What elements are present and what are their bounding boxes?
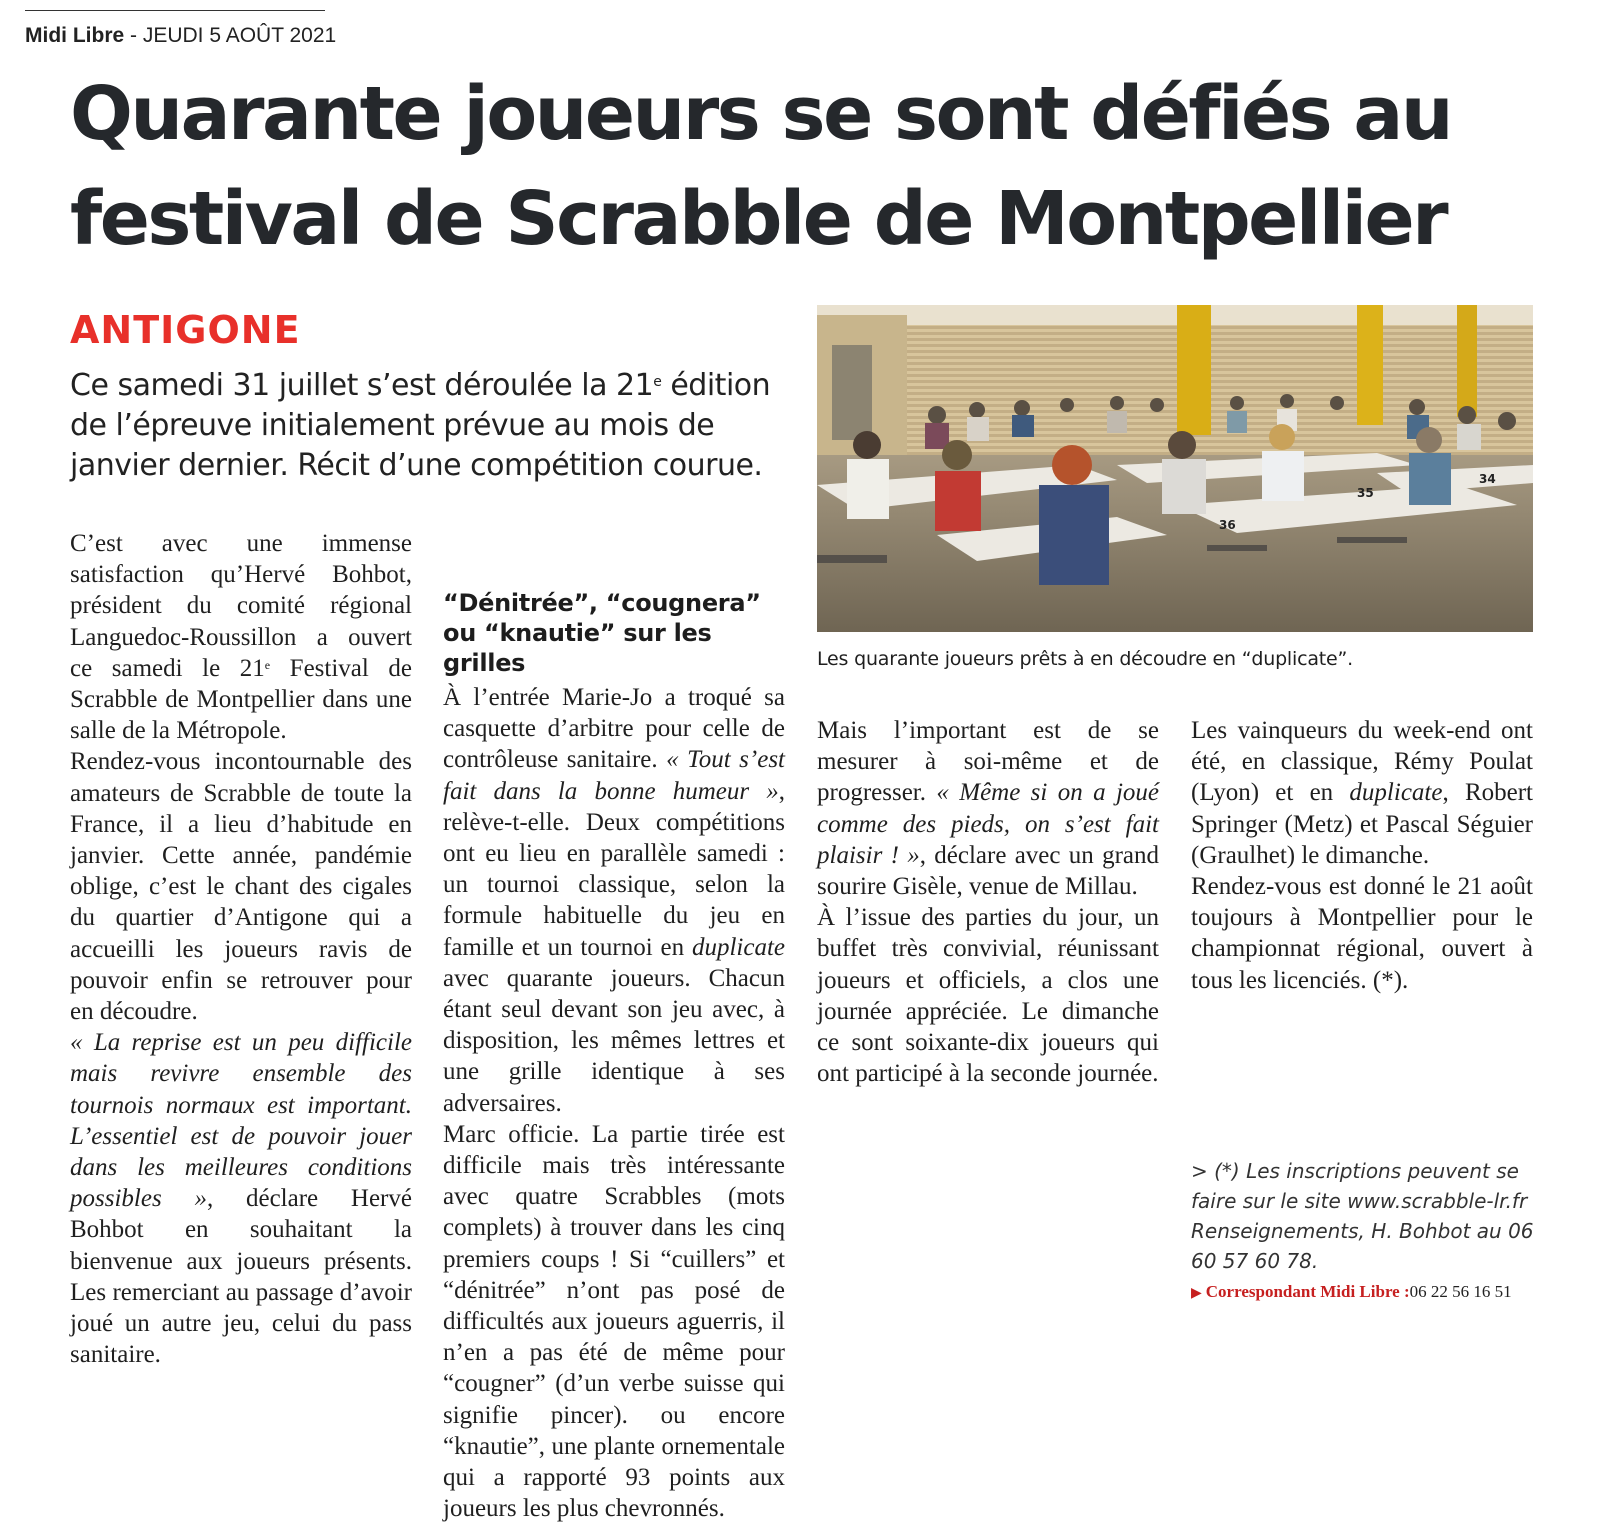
- p8-duplicate: duplicate: [1349, 779, 1443, 807]
- p9-text: Rendez-vous est donné le 21 août toujours à Montpellier pour le championnat régional, ouvert à tous les licenciés. (*).: [1191, 873, 1533, 994]
- quote-herve-bohbot: « La reprise est un peu difficile mais revivre ensemble des tournois normaux est important. L’essentiel est de pouvoir jouer dans les meilleures conditions possibles »: [70, 1029, 412, 1213]
- photo-illustration: [817, 305, 1533, 632]
- p4-duplicate: duplicate: [691, 933, 785, 961]
- p8-text-b: , Robert Springer (Metz) et Pascal Séguier (Graulhet) le dimanche.: [1191, 779, 1533, 869]
- p4-text-b: , relève-t-elle. Deux compétitions ont eu lieu en parallèle samedi : un tournoi classique, selon la formule habituelle du jeu en famille et un tournoi en: [443, 777, 785, 961]
- headline: [70, 62, 1570, 272]
- table-number-36: 36: [1219, 518, 1236, 532]
- p1-text-a: C’est avec une immense satisfaction qu’Hervé Bohbot, président du comité régional Languedoc-Roussillon a ouvert ce samedi le 21: [70, 530, 412, 682]
- article-column-4: [1191, 715, 1533, 1145]
- photo-pillar-1: [1177, 305, 1211, 435]
- body-paragraph-3: [70, 1027, 412, 1370]
- p6-text-b: , déclare avec un grand sourire Gisèle, venue de Millau.: [817, 841, 1160, 901]
- header-separator: -: [124, 24, 143, 47]
- photo-scrabble-players: [817, 305, 1533, 632]
- p1-text-b: Festival de Scrabble de Montpellier dans une salle de la Métropole.: [70, 654, 412, 745]
- issue-date: JEUDI 5 AOÛT 2021: [142, 24, 337, 47]
- p1-ordinal: e: [264, 657, 271, 672]
- p8-text-a: Les vainqueurs du week-end ont été, en classique, Rémy Poulat (Lyon) et en: [1191, 717, 1533, 807]
- body-paragraph-8: [1191, 715, 1533, 871]
- photo-pillar-3: [1457, 305, 1477, 417]
- lead-paragraph: [70, 366, 810, 486]
- photo-ceiling: [817, 305, 1533, 325]
- quote-marie-jo: « Tout s’est fait dans la bonne humeur »: [443, 746, 785, 805]
- correspondent-label: Correspondant Midi Libre :: [1205, 1282, 1410, 1301]
- body-paragraph-1: [70, 528, 412, 746]
- lead-text-1: Ce samedi 31 juillet s’est déroulée la 21: [70, 368, 654, 403]
- newspaper-name: Midi Libre: [25, 24, 125, 47]
- correspondent-phone: 06 22 56 16 51: [1409, 1282, 1512, 1301]
- body-paragraph-6: [817, 715, 1159, 902]
- p6-text-a: Mais l’important est de se mesurer à soi-même et de progresser.: [817, 717, 1159, 807]
- body-paragraph-7: [817, 902, 1159, 1089]
- p4-text-c: avec quarante joueurs. Chacun étant seul devant son jeu avec, à disposition, les mêmes lettres et une grille identique à ses adversaires.: [443, 964, 785, 1117]
- body-paragraph-9: [1191, 871, 1533, 996]
- photo-pillar-2: [1357, 305, 1383, 425]
- headline-line-1: Quarante joueurs se sont défiés au: [70, 71, 1452, 157]
- p4-text-a: À l’entrée Marie-Jo a troqué sa casquette d’arbitre pour celle de contrôleuse sanitaire.: [443, 684, 785, 774]
- p7-text: À l’issue des parties du jour, un buffet très convivial, réunissant joueurs et officiels, a clos une journée appréciée. Le dimanche ce sont soixante-dix joueurs qui ont participé à la seconde journée.: [817, 904, 1159, 1088]
- article-column-2: [443, 528, 785, 1523]
- p5-text: Marc officie. La partie tirée est difficile mais très intéressante avec quatre Scrabbles (mots complets) à trouver dans les cinq premiers coups ! Si “cuillers” et “dénitrée” n’ont pas posé de difficultés aux joueurs aguerris, il n’en a pas été de même pour “cougner” (d’un verbe suisse qui signifie pincer). ou encore “knautie”, une plante ornementale qui a rapporté 93 points aux joueurs les plus chevronnés.: [443, 1120, 785, 1523]
- headline-line-2: festival de Scrabble de Montpellier: [70, 176, 1447, 262]
- table-number-34: 34: [1479, 472, 1496, 486]
- registration-note: > (*) Les inscriptions peuvent se faire sur le site www.scrabble-lr.fr Renseignements, H. Bohbot au 06 60 57 60 78.: [1191, 1159, 1534, 1273]
- body-paragraph-4: [443, 682, 785, 1119]
- body-paragraph-5: [443, 1119, 785, 1524]
- subhead: “Dénitrée”, “cougnera” ou “knautie” sur les grilles: [443, 589, 761, 677]
- page-header: [25, 24, 336, 48]
- section-kicker: ANTIGONE: [70, 308, 301, 352]
- article-column-3: [817, 715, 1159, 1310]
- p3-text: , déclare Hervé Bohbot en souhaitant la bienvenue aux joueurs présents. Les remerciant au passage d’avoir joué un autre jeu, celui du pass sanitaire.: [70, 1185, 412, 1369]
- lead-text-2: édition de l’épreuve initialement prévue au mois de janvier dernier. Récit d’une compétition courue.: [70, 368, 771, 483]
- correspondent-arrow-icon: ▶: [1191, 1286, 1202, 1301]
- quote-gisele: « Même si on a joué comme des pieds, on s’est fait plaisir ! »: [817, 779, 1159, 869]
- lead-ordinal: e: [653, 374, 662, 390]
- photo-door: [832, 345, 872, 440]
- correspondent-line: [1191, 1282, 1512, 1302]
- photo-caption: Les quarante joueurs prêts à en découdre en “duplicate”.: [817, 648, 1354, 670]
- article-column-1: [70, 528, 412, 1369]
- table-number-35: 35: [1357, 486, 1374, 500]
- body-paragraph-2: Rendez-vous incontournable des amateurs de Scrabble de toute la France, il a lieu d’habitude en janvier. Cette année, pandémie oblige, c’est le chant des cigales du quartier d’Antigone qui a accueilli les joueurs ravis de pouvoir enfin se retrouver pour en découdre.: [70, 748, 412, 1026]
- header-rule: [25, 10, 325, 11]
